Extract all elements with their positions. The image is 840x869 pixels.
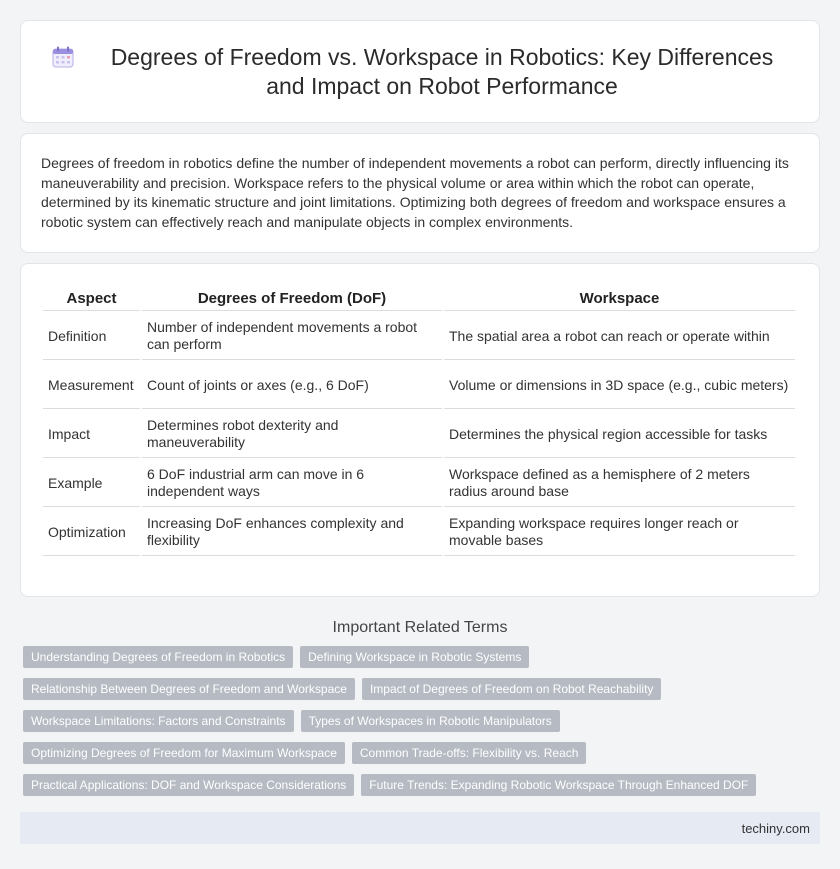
comparison-table-card [20,263,820,597]
page-title: Degrees of Freedom vs. Workspace in Robotics: Key Differences and Impact on Robot Performance [110,43,774,99]
related-tag[interactable]: Future Trends: Expanding Robotic Workspace Through Enhanced DOF [361,774,756,796]
cell-dof: Count of joints or axes (e.g., 6 DoF) [142,362,442,409]
intro-paragraph: Degrees of freedom in robotics define the number of independent movements a robot can perform, directly influencing its maneuverability and precision. Workspace refers to the physical volume or area within which the robot can operate, determined by its kinematic structure and joint limitations. Optimizing both degrees of freedom and workspace ensures a robotic system can effectively reach and manipulate objects in complex environments. [41,155,789,230]
table-row [43,313,795,360]
header-dof: Degrees of Freedom (DoF) [142,288,442,311]
related-tag[interactable]: Types of Workspaces in Robotic Manipulators [301,710,560,732]
comparison-table [41,286,797,558]
table-row [43,362,795,409]
cell-aspect: Impact [43,411,140,458]
cell-workspace: Workspace defined as a hemisphere of 2 meters radius around base [444,460,795,507]
footer-site-link[interactable]: techiny.com [741,821,810,836]
cell-workspace: Expanding workspace requires longer reach or movable bases [444,509,795,556]
cell-dof: Number of independent movements a robot can perform [142,313,442,360]
related-tag[interactable]: Understanding Degrees of Freedom in Robotics [23,646,293,668]
table-row [43,460,795,507]
table-row [43,509,795,556]
cell-workspace: The spatial area a robot can reach or operate within [444,313,795,360]
intro-card [20,133,820,253]
related-tag[interactable]: Relationship Between Degrees of Freedom and Workspace [23,678,355,700]
related-terms-section [20,619,820,796]
cell-workspace: Volume or dimensions in 3D space (e.g., cubic meters) [444,362,795,409]
header-aspect: Aspect [43,288,140,311]
cell-aspect: Example [43,460,140,507]
cell-dof: Increasing DoF enhances complexity and flexibility [142,509,442,556]
related-tag[interactable]: Practical Applications: DOF and Workspace Considerations [23,774,354,796]
cell-aspect: Definition [43,313,140,360]
cell-dof: Determines robot dexterity and maneuverability [142,411,442,458]
header-card [20,20,820,123]
cell-dof: 6 DoF industrial arm can move in 6 independent ways [142,460,442,507]
related-terms-title: Important Related Terms [332,619,508,636]
related-tag[interactable]: Impact of Degrees of Freedom on Robot Reachability [362,678,661,700]
related-tag[interactable]: Common Trade-offs: Flexibility vs. Reach [352,742,587,764]
cell-workspace: Determines the physical region accessible for tasks [444,411,795,458]
related-tags [20,646,820,796]
cell-aspect: Optimization [43,509,140,556]
footer [20,812,820,844]
table-row [43,411,795,458]
header [51,43,789,101]
header-workspace: Workspace [444,288,795,311]
related-tag[interactable]: Optimizing Degrees of Freedom for Maximum Workspace [23,742,345,764]
calendar-icon [51,45,75,69]
related-tag[interactable]: Defining Workspace in Robotic Systems [300,646,529,668]
table-header-row [43,288,795,311]
cell-aspect: Measurement [43,362,140,409]
related-tag[interactable]: Workspace Limitations: Factors and Constraints [23,710,294,732]
